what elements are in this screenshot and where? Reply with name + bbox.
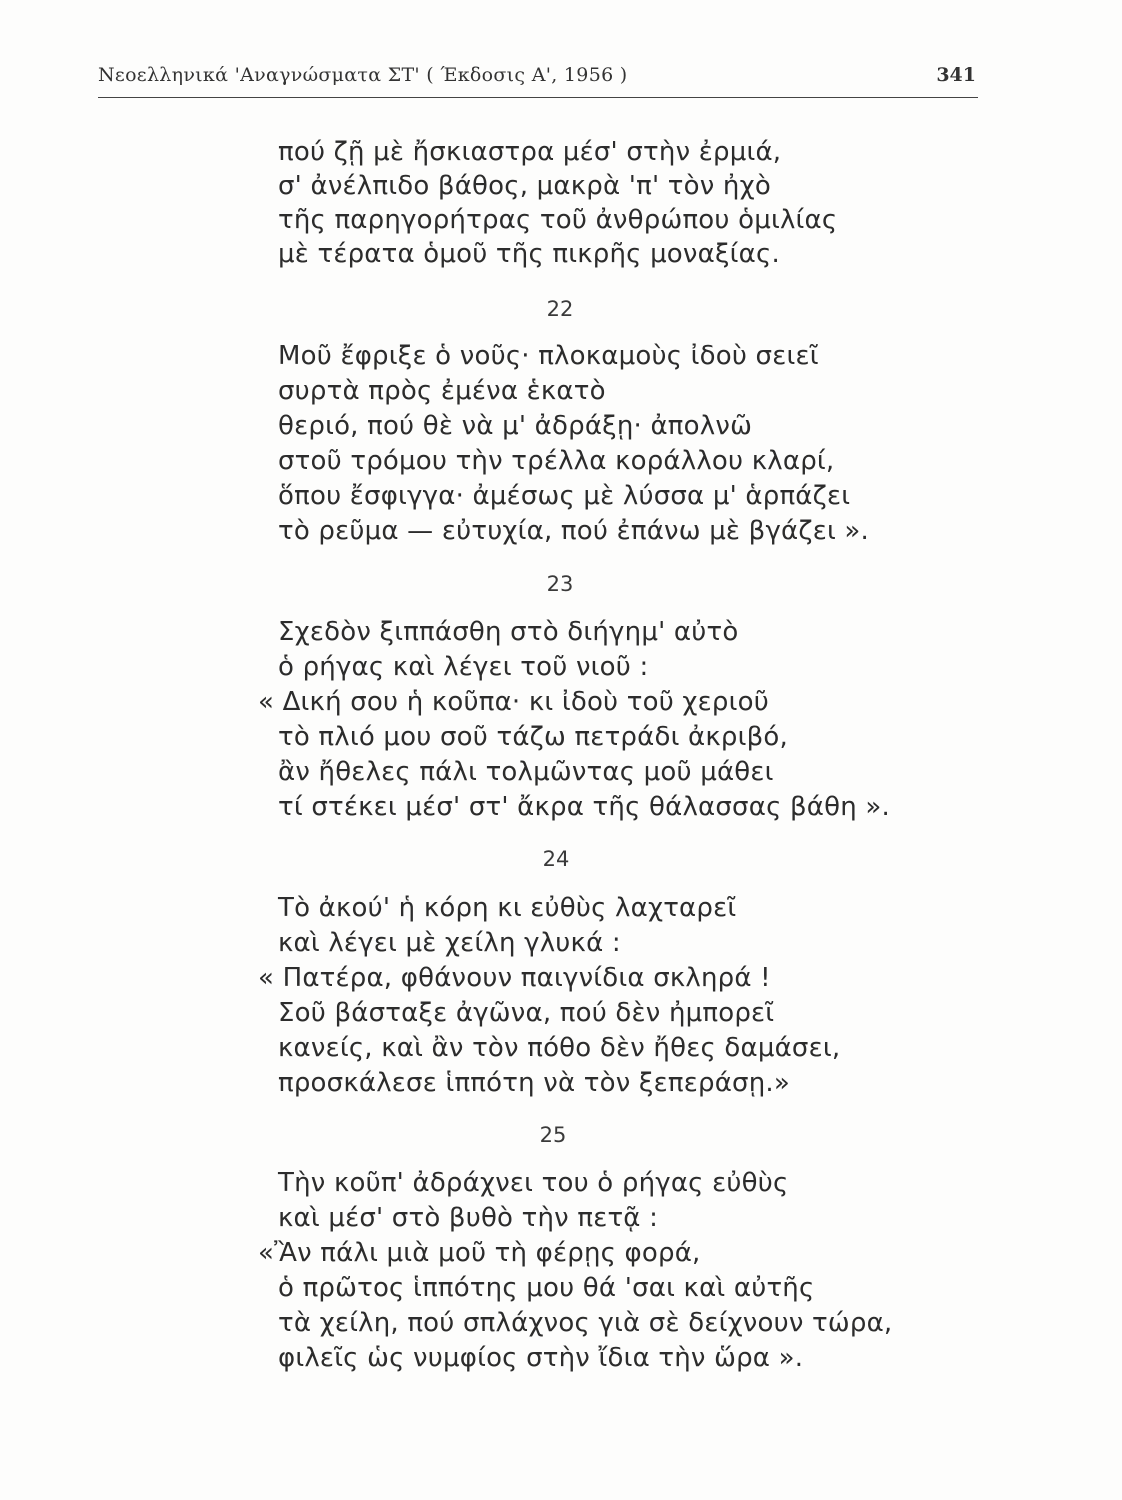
verse-line: σ' ἀνέλπιδο βάθος, μακρὰ 'π' τὸν ἠχὸ	[278, 171, 771, 201]
running-title: Νεοελληνικά 'Αναγνώσματα ΣΤ' ( Έκδοσις Α', 1956 )	[98, 64, 628, 86]
verse-line: Σοῦ βάσταξε ἀγῶνα, πού δὲν ἠμπορεῖ	[278, 998, 775, 1028]
verse-line: καὶ μέσ' στὸ βυθὸ τὴν πετᾷ :	[278, 1203, 659, 1233]
verse-line: «Ἂν πάλι μιὰ μοῦ τὴ φέρῃς φορά,	[258, 1238, 701, 1268]
verse-line: « Δική σου ἡ κοῦπα· κι ἰδοὺ τοῦ χεριοῦ	[258, 687, 769, 717]
verse-line: ὅπου ἔσφιγγα· ἀμέσως μὲ λύσσα μ' ἁρπάζει	[278, 481, 851, 511]
stanza-number: 24	[542, 847, 570, 871]
verse-line: Τὸ ἀκού' ἡ κόρη κι εὐθὺς λαχταρεῖ	[278, 893, 737, 923]
stanza-number: 23	[546, 572, 574, 596]
verse-line: τὰ χείλη, πού σπλάχνος γιὰ σὲ δείχνουν τώρα,	[278, 1308, 893, 1338]
verse-line: φιλεῖς ὡς νυμφίος στὴν ἴδια τὴν ὥρα ».	[278, 1343, 804, 1373]
verse-line: τί στέκει μέσ' στ' ἄκρα τῆς θάλασσας βάθη ».	[278, 792, 890, 822]
stanza-number: 22	[546, 297, 574, 321]
verse-line: ὁ πρῶτος ἱππότης μου θά 'σαι καὶ αὐτῆς	[278, 1273, 815, 1303]
verse-line: Μοῦ ἔφριξε ὁ νοῦς· πλοκαμοὺς ἰδοὺ σειεῖ	[278, 341, 819, 371]
verse-line: μὲ τέρατα ὁμοῦ τῆς πικρῆς μοναξίας.	[278, 239, 780, 269]
verse-line: προσκάλεσε ἱππότη νὰ τὸν ξεπεράσῃ.»	[278, 1068, 790, 1098]
page-number: 341	[936, 64, 976, 86]
verse-line: ὁ ρήγας καὶ λέγει τοῦ νιοῦ :	[278, 652, 649, 682]
running-head	[98, 62, 978, 96]
verse-line: συρτὰ πρὸς ἐμένα ἑκατὸ	[278, 376, 606, 406]
verse-line: πού ζῇ μὲ ἤσκιαστρα μέσ' στὴν ἐρμιά,	[278, 137, 782, 167]
verse-line: τὸ πλιό μου σοῦ τάζω πετράδι ἀκριβό,	[278, 722, 788, 752]
verse-line: τῆς παρηγορήτρας τοῦ ἀνθρώπου ὁμιλίας	[278, 205, 838, 235]
verse-line: ἂν ἤθελες πάλι τολμῶντας μοῦ μάθει	[278, 757, 774, 787]
verse-line: θεριό, πού θὲ νὰ μ' ἀδράξῃ· ἀπολνῶ	[278, 411, 753, 441]
verse-line: Σχεδὸν ξιππάσθη στὸ διήγημ' αὐτὸ	[278, 617, 739, 647]
verse-line: κανείς, καὶ ἂν τὸν πόθο δὲν ἤθες δαμάσει,	[278, 1033, 841, 1063]
stanza-number: 25	[539, 1123, 567, 1147]
verse-line: στοῦ τρόμου τὴν τρέλλα κοράλλου κλαρί,	[278, 446, 835, 476]
header-rule	[98, 97, 978, 98]
verse-line: καὶ λέγει μὲ χείλη γλυκά :	[278, 928, 621, 958]
verse-line: Τὴν κοῦπ' ἀδράχνει του ὁ ρήγας εὐθὺς	[278, 1168, 789, 1198]
verse-line: « Πατέρα, φθάνουν παιγνίδια σκληρά !	[258, 963, 771, 993]
verse-line: τὸ ρεῦμα — εὐτυχία, πού ἐπάνω μὲ βγάζει ».	[278, 516, 870, 546]
